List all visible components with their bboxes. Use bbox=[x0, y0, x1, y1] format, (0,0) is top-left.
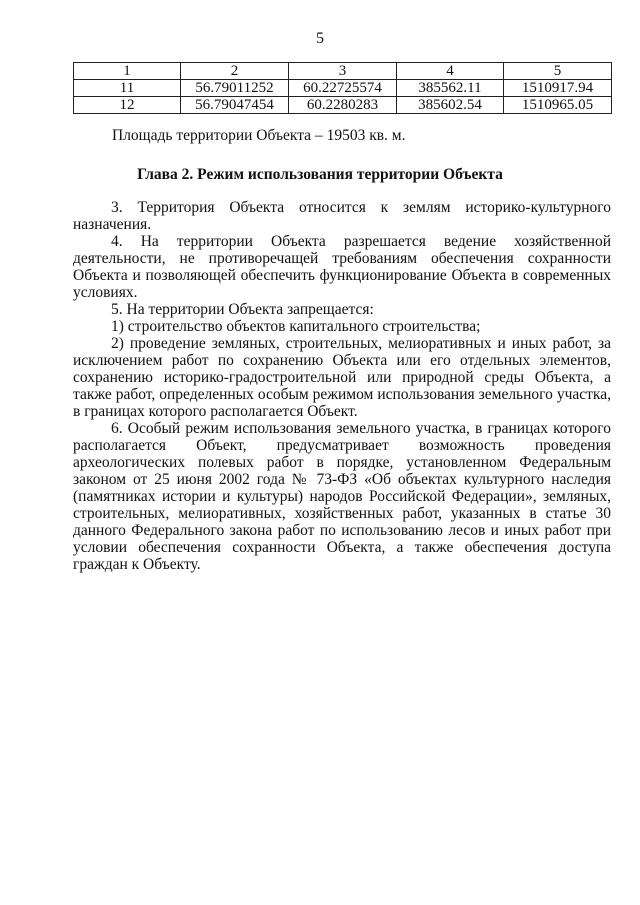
table-cell: 56.79047454 bbox=[181, 97, 289, 114]
paragraph-6: 6. Особый режим использования земельного участка, в границах которого располагается Объект, предусматривает возможность проведения археологических полевых работ в порядке, установленном Федеральным законом от 25 июня 2002 года № 73-ФЗ «Об объектах культурного наследия (памятниках истории и культуры) народов Российской Федерации», земляных, строительных, мелиоративных, хозяйственных работ, указанных в статье 30 данного Федерального закона работ по использованию лесов и иных работ при условии обеспечения сохранности Объекта, а также обеспечения доступа граждан к Объекту. bbox=[73, 420, 611, 573]
table-cell: 385602.54 bbox=[397, 97, 504, 114]
paragraph-5: 5. На территории Объекта запрещается: bbox=[111, 301, 374, 318]
page-number: 5 bbox=[316, 30, 324, 47]
table-header-cell: 5 bbox=[504, 63, 612, 80]
table-row bbox=[74, 97, 612, 114]
table-cell: 11 bbox=[74, 80, 181, 97]
table-header-cell: 4 bbox=[397, 63, 504, 80]
table-header-cell: 2 bbox=[181, 63, 289, 80]
paragraph-3: 3. Территория Объекта относится к землям историко-культурного назначения. bbox=[73, 199, 611, 233]
table-cell: 56.79011252 bbox=[181, 80, 289, 97]
table-header-cell: 1 bbox=[74, 63, 181, 80]
table-header-row bbox=[74, 63, 612, 80]
table-cell: 1510965.05 bbox=[504, 97, 612, 114]
chapter-body bbox=[73, 199, 611, 573]
paragraph-4: 4. На территории Объекта разрешается ведение хозяйственной деятельности, не противоречащей требованиям обеспечения сохранности Объекта и позволяющей обеспечить функционирование Объекта в современных условиях. bbox=[73, 233, 611, 301]
chapter-title: Глава 2. Режим использования территории Объекта bbox=[137, 166, 503, 183]
table-cell: 1510917.94 bbox=[504, 80, 612, 97]
table-cell: 60.22725574 bbox=[289, 80, 397, 97]
paragraph-5-item-2: 2) проведение земляных, строительных, мелиоративных и иных работ, за исключением работ по сохранению Объекта или его отдельных элементов, сохранению историко-градостроительной или природной среды Объекта, а также работ, определенных особым режимом использования земельного участка, в границах которого располагается Объект. bbox=[73, 335, 611, 420]
coordinates-table bbox=[73, 62, 612, 114]
territory-area-line: Площадь территории Объекта – 19503 кв. м. bbox=[112, 127, 406, 144]
table-cell: 60.2280283 bbox=[289, 97, 397, 114]
table-cell: 12 bbox=[74, 97, 181, 114]
table-row bbox=[74, 80, 612, 97]
table-cell: 385562.11 bbox=[397, 80, 504, 97]
paragraph-5-item-1: 1) строительство объектов капитального строительства; bbox=[111, 318, 481, 335]
table-header-cell: 3 bbox=[289, 63, 397, 80]
